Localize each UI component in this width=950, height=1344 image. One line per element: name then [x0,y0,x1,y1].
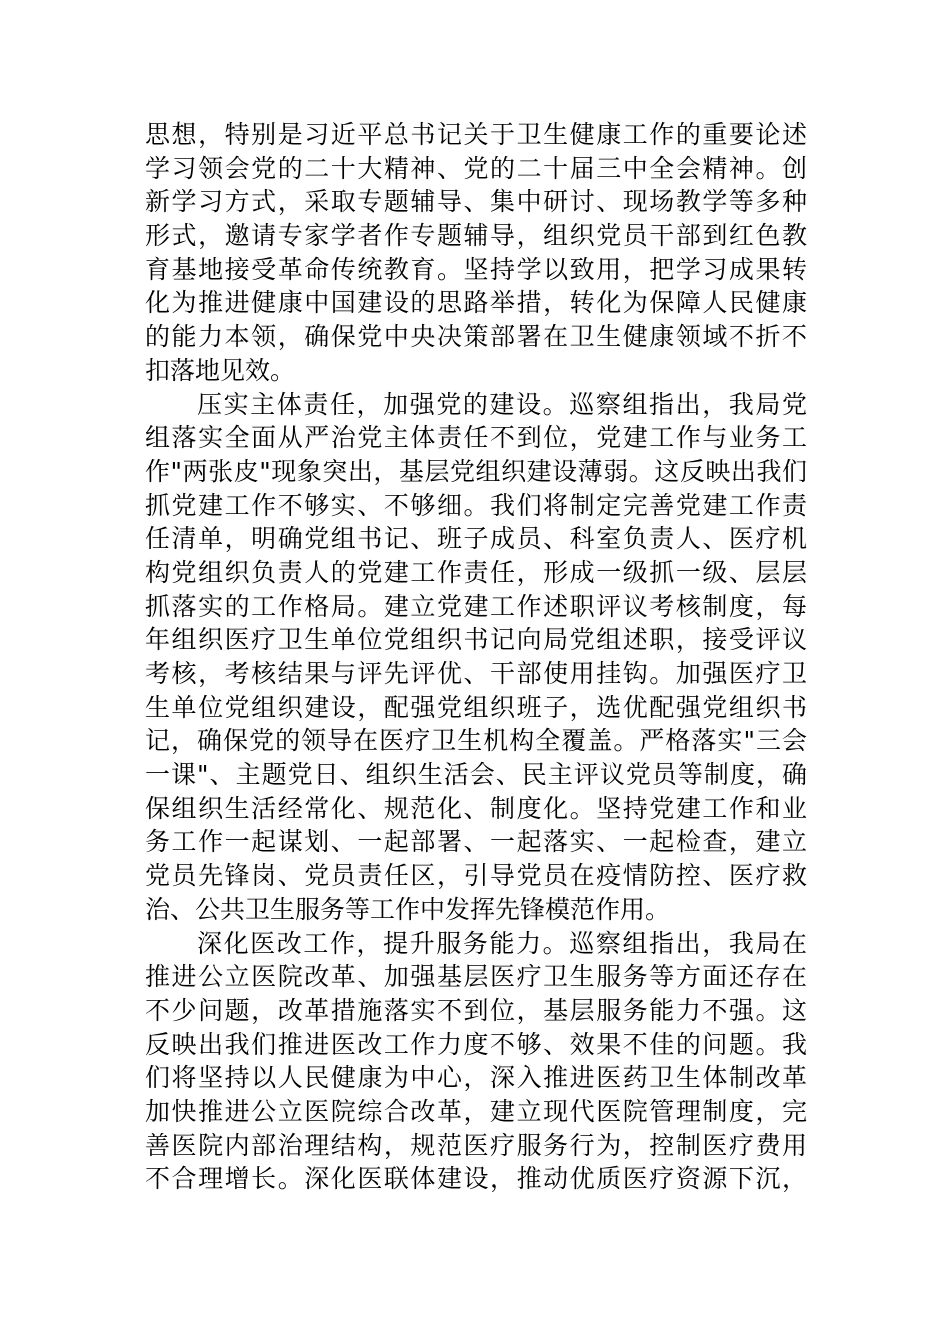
text-line: 形式，邀请专家学者作专题辅导，组织党员干部到红色教 [145,221,807,251]
text-line: 记，确保党的领导在医疗卫生机构全覆盖。严格落实"三会 [145,726,807,756]
text-line: 保组织生活经常化、规范化、制度化。坚持党建工作和业 [145,793,807,823]
text-line: 治、公共卫生服务等工作中发挥先锋模范作用。 [145,894,671,924]
paragraph [145,118,807,388]
text-line: 们将坚持以人民健康为中心，深入推进医药卫生体制改革 [145,1063,807,1093]
text-line: 扣落地见效。 [145,355,296,385]
paragraph [145,927,807,1197]
text-line: 抓党建工作不够实、不够细。我们将制定完善党建工作责 [145,490,807,520]
text-line: 不少问题，改革措施落实不到位，基层服务能力不强。这 [145,995,807,1025]
text-line: 党员先锋岗、党员责任区，引导党员在疫情防控、医疗救 [145,861,807,891]
text-line: 构党组织负责人的党建工作责任，形成一级抓一级、层层 [145,557,807,587]
text-line: 不合理增长。深化医联体建设，推动优质医疗资源下沉， [145,1164,807,1194]
text-line: 善医院内部治理结构，规范医疗服务行为，控制医疗费用 [145,1130,807,1160]
text-line: 组落实全面从严治党主体责任不到位，党建工作与业务工 [145,423,807,453]
text-line: 生单位党组织建设，配强党组织班子，选优配强党组织书 [145,692,807,722]
text-line: 反映出我们推进医改工作力度不够、效果不佳的问题。我 [145,1029,807,1059]
text-line: 推进公立医院改革、加强基层医疗卫生服务等方面还存在 [145,962,807,992]
text-line: 作"两张皮"现象突出，基层党组织建设薄弱。这反映出我们 [145,456,807,486]
document-page [145,118,807,1196]
text-line: 压实主体责任，加强党的建设。巡察组指出，我局党 [197,389,807,419]
text-line: 思想，特别是习近平总书记关于卫生健康工作的重要论述 [145,120,807,149]
text-line: 考核，考核结果与评先评优、干部使用挂钩。加强医疗卫 [145,659,807,688]
text-line: 抓落实的工作格局。建立党建工作述职评议考核制度，每 [145,591,807,621]
paragraph [145,388,807,927]
text-line: 加快推进公立医院综合改革，建立现代医院管理制度，完 [145,1096,807,1126]
text-line: 化为推进健康中国建设的思路举措，转化为保障人民健康 [145,288,807,318]
text-line: 年组织医疗卫生单位党组织书记向局党组述职，接受评议 [145,625,807,655]
text-line: 育基地接受革命传统教育。坚持学以致用，把学习成果转 [145,254,807,284]
text-line: 深化医改工作，提升服务能力。巡察组指出，我局在 [197,928,807,958]
text-line: 务工作一起谋划、一起部署、一起落实、一起检查，建立 [145,827,807,857]
text-line: 新学习方式，采取专题辅导、集中研讨、现场教学等多种 [145,187,807,217]
text-line: 任清单，明确党组书记、班子成员、科室负责人、医疗机 [145,524,807,554]
text-line: 一课"、主题党日、组织生活会、民主评议党员等制度，确 [145,760,807,790]
text-line: 学习领会党的二十大精神、党的二十届三中全会精神。创 [145,153,807,183]
text-line: 的能力本领，确保党中央决策部署在卫生健康领域不折不 [145,322,807,352]
